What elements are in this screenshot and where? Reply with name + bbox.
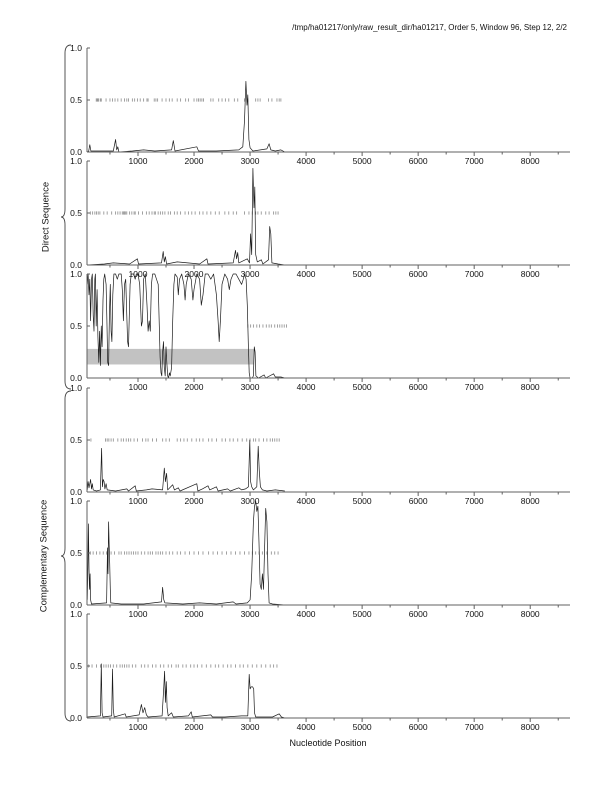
- codon-marks: [89, 664, 277, 667]
- svg-text:2000: 2000: [184, 496, 204, 506]
- svg-text:8000: 8000: [520, 382, 540, 392]
- panel-direct-frame-1: [70, 43, 570, 166]
- svg-text:1000: 1000: [128, 722, 148, 732]
- svg-text:0.5: 0.5: [70, 95, 82, 105]
- svg-text:0.0: 0.0: [70, 487, 82, 497]
- panel-complementary-frame-3: [70, 609, 570, 732]
- svg-text:1000: 1000: [128, 496, 148, 506]
- direct-sequence-label: Direct Sequence: [40, 181, 52, 253]
- svg-text:3000: 3000: [240, 722, 260, 732]
- svg-text:7000: 7000: [464, 609, 484, 619]
- svg-text:3000: 3000: [240, 609, 260, 619]
- tick-labels: [70, 156, 540, 279]
- svg-text:1000: 1000: [128, 269, 148, 279]
- svg-text:1.0: 1.0: [70, 383, 82, 393]
- x-axis-label: Nucleotide Position: [289, 738, 367, 748]
- svg-text:3000: 3000: [240, 156, 260, 166]
- svg-text:8000: 8000: [520, 609, 540, 619]
- panel-axes: [87, 48, 570, 156]
- codon-marks: [91, 438, 279, 441]
- panel-axes: [87, 388, 570, 496]
- svg-text:3000: 3000: [240, 496, 260, 506]
- panel-complementary-frame-1: [70, 383, 570, 506]
- svg-text:0.0: 0.0: [70, 260, 82, 270]
- panel-axes: [87, 161, 570, 269]
- svg-text:3000: 3000: [240, 269, 260, 279]
- codon-marks: [90, 211, 278, 214]
- svg-text:1000: 1000: [128, 156, 148, 166]
- svg-text:4000: 4000: [296, 496, 316, 506]
- svg-text:7000: 7000: [464, 156, 484, 166]
- svg-text:4000: 4000: [296, 609, 316, 619]
- svg-text:6000: 6000: [408, 722, 428, 732]
- svg-text:1.0: 1.0: [70, 269, 82, 279]
- codon-marks: [248, 324, 287, 327]
- svg-text:0.5: 0.5: [70, 661, 82, 671]
- svg-text:5000: 5000: [352, 609, 372, 619]
- svg-text:1000: 1000: [128, 382, 148, 392]
- svg-text:0.0: 0.0: [70, 147, 82, 157]
- svg-text:8000: 8000: [520, 156, 540, 166]
- panel-direct-frame-2: [70, 156, 570, 279]
- svg-text:1.0: 1.0: [70, 609, 82, 619]
- svg-text:5000: 5000: [352, 496, 372, 506]
- svg-text:7000: 7000: [464, 496, 484, 506]
- svg-text:1.0: 1.0: [70, 43, 82, 53]
- svg-text:3000: 3000: [240, 382, 260, 392]
- trace-line: [87, 440, 284, 491]
- svg-text:0.0: 0.0: [70, 373, 82, 383]
- svg-text:6000: 6000: [408, 156, 428, 166]
- svg-text:2000: 2000: [184, 382, 204, 392]
- svg-text:5000: 5000: [352, 156, 372, 166]
- panel-axes: [87, 614, 570, 722]
- svg-text:7000: 7000: [464, 722, 484, 732]
- svg-text:5000: 5000: [352, 382, 372, 392]
- complementary-sequence-label: Complementary Sequence: [38, 499, 50, 613]
- svg-text:4000: 4000: [296, 382, 316, 392]
- panel-axes: [87, 501, 570, 609]
- svg-text:6000: 6000: [408, 609, 428, 619]
- svg-text:1.0: 1.0: [70, 496, 82, 506]
- svg-text:0.5: 0.5: [70, 548, 82, 558]
- svg-text:6000: 6000: [408, 382, 428, 392]
- svg-text:0.5: 0.5: [70, 435, 82, 445]
- svg-text:4000: 4000: [296, 156, 316, 166]
- svg-text:8000: 8000: [520, 496, 540, 506]
- svg-text:0.0: 0.0: [70, 713, 82, 723]
- svg-text:4000: 4000: [296, 269, 316, 279]
- svg-text:2000: 2000: [184, 722, 204, 732]
- tick-labels: [70, 496, 540, 619]
- tick-labels: [70, 383, 540, 506]
- svg-text:5000: 5000: [352, 269, 372, 279]
- plot-title: /tmp/ha01217/only/raw_result_dir/ha01217, Order 5, Window 96, Step 12, 2/2: [292, 23, 567, 32]
- svg-text:0.5: 0.5: [70, 208, 82, 218]
- svg-text:6000: 6000: [408, 496, 428, 506]
- svg-text:0.5: 0.5: [70, 321, 82, 331]
- svg-text:0.0: 0.0: [70, 600, 82, 610]
- svg-text:7000: 7000: [464, 382, 484, 392]
- trace-line: [87, 81, 284, 152]
- svg-text:1000: 1000: [128, 609, 148, 619]
- svg-text:6000: 6000: [408, 269, 428, 279]
- tick-labels: [70, 609, 540, 732]
- trace-line: [87, 664, 284, 718]
- tick-labels: [70, 43, 540, 166]
- svg-text:8000: 8000: [520, 269, 540, 279]
- svg-text:1.0: 1.0: [70, 156, 82, 166]
- trace-line: [87, 168, 284, 265]
- svg-text:2000: 2000: [184, 269, 204, 279]
- svg-text:2000: 2000: [184, 609, 204, 619]
- codon-marks: [90, 551, 278, 554]
- panel-complementary-frame-2: [70, 496, 570, 619]
- svg-text:2000: 2000: [184, 156, 204, 166]
- svg-text:4000: 4000: [296, 722, 316, 732]
- panel-direct-frame-3: [70, 269, 570, 392]
- coding-region-band: [87, 349, 254, 365]
- tick-labels: [70, 269, 540, 392]
- svg-text:8000: 8000: [520, 722, 540, 732]
- svg-text:7000: 7000: [464, 269, 484, 279]
- svg-text:5000: 5000: [352, 722, 372, 732]
- trace-line: [87, 501, 284, 605]
- codon-marks: [96, 98, 281, 101]
